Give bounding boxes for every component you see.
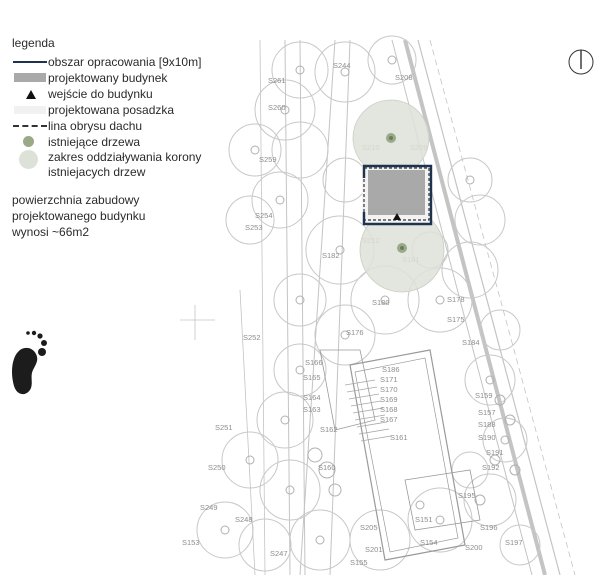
legend bbox=[12, 35, 262, 240]
area-note bbox=[12, 192, 262, 240]
black-triangle-icon bbox=[12, 86, 48, 102]
tree-label: S195 bbox=[458, 491, 476, 500]
tree-label: S192 bbox=[482, 463, 500, 472]
tree-label: S166 bbox=[305, 358, 323, 367]
tree-label: S155 bbox=[350, 558, 368, 567]
tree-label: S171 bbox=[380, 375, 398, 384]
legend-label: projektowana posadzka bbox=[48, 103, 175, 117]
tree-label: S184 bbox=[462, 338, 480, 347]
area-note-line: powierzchnia zabudowy bbox=[12, 193, 140, 207]
tree-label: S249 bbox=[200, 503, 218, 512]
pale-circle-icon bbox=[12, 150, 48, 170]
tree-label: S196 bbox=[480, 523, 498, 532]
tree-label: S180 bbox=[372, 298, 390, 307]
light-rect-icon bbox=[12, 102, 48, 118]
existing-structures bbox=[320, 350, 480, 560]
tree-label: S254 bbox=[255, 211, 273, 220]
tree-label: S170 bbox=[380, 385, 398, 394]
tree-label: S168 bbox=[380, 405, 398, 414]
legend-item-entrance bbox=[12, 86, 262, 102]
tree-label: S251 bbox=[215, 423, 233, 432]
tree-label: S252 bbox=[243, 333, 261, 342]
legend-label: zakres oddziaływania korony istniejacych drzew bbox=[48, 150, 202, 179]
legend-label: lina obrysu dachu bbox=[48, 119, 143, 133]
tree-label: S163 bbox=[303, 405, 321, 414]
tree-label: S182 bbox=[322, 251, 340, 260]
tree-label: S161 bbox=[390, 433, 408, 442]
gray-rect-icon bbox=[12, 70, 48, 86]
legend-label: istniejące drzewa bbox=[48, 135, 141, 149]
legend-title: legenda bbox=[12, 36, 55, 50]
tree-label: S153 bbox=[182, 538, 200, 547]
tree-label: S259 bbox=[259, 155, 277, 164]
tree-label: S260 bbox=[268, 103, 286, 112]
projected-building bbox=[368, 170, 425, 215]
tree-label: S208 bbox=[395, 73, 413, 82]
tree-label: S160 bbox=[318, 463, 336, 472]
legend-item-study-area bbox=[12, 54, 262, 70]
tree-label: S261 bbox=[268, 76, 286, 85]
tree-label: S250 bbox=[208, 463, 226, 472]
green-dot-icon bbox=[12, 134, 48, 150]
footprint-icon bbox=[6, 330, 52, 400]
tree-label: S165 bbox=[303, 373, 321, 382]
tree-label: S176 bbox=[346, 328, 364, 337]
tree-label: S151 bbox=[415, 515, 433, 524]
tree-label: S164 bbox=[303, 393, 321, 402]
legend-item-roof-outline bbox=[12, 118, 262, 134]
area-note-line: wynosi ~66m2 bbox=[12, 225, 90, 239]
tree-label: S253 bbox=[245, 223, 263, 232]
legend-item-crowns bbox=[12, 150, 262, 182]
tree-label: S188 bbox=[478, 420, 496, 429]
tree-label: S159 bbox=[475, 391, 493, 400]
tree-label: S247 bbox=[270, 549, 288, 558]
tree-label: S200 bbox=[465, 543, 483, 552]
legend-item-trees bbox=[12, 134, 262, 150]
tree-label: S205 bbox=[360, 523, 378, 532]
legend-item-floor bbox=[12, 102, 262, 118]
north-arrow-icon bbox=[569, 50, 593, 74]
legend-label: projektowany budynek bbox=[48, 71, 168, 85]
tree-label: S190 bbox=[478, 433, 496, 442]
legend-item-building bbox=[12, 70, 262, 86]
tree-label: S154 bbox=[420, 538, 438, 547]
dashed-line-icon bbox=[12, 118, 48, 134]
tree-label: S197 bbox=[505, 538, 523, 547]
tree-label: S191 bbox=[486, 448, 504, 457]
legend-label: wejście do budynku bbox=[48, 87, 153, 101]
tree-label: S178 bbox=[447, 295, 465, 304]
tree-label: S162 bbox=[320, 425, 338, 434]
tree-label: S167 bbox=[380, 415, 398, 424]
tree-label: S157 bbox=[478, 408, 496, 417]
tree-label: S169 bbox=[380, 395, 398, 404]
tree-label: S175 bbox=[447, 315, 465, 324]
tree-label: S244 bbox=[333, 61, 351, 70]
legend-label: obszar opracowania [9x10m] bbox=[48, 55, 202, 69]
tree-label: S201 bbox=[365, 545, 383, 554]
area-note-line: projektowanego budynku bbox=[12, 209, 146, 223]
tree-label: S248 bbox=[235, 515, 253, 524]
navy-line-icon bbox=[12, 54, 48, 70]
tree-label: S186 bbox=[382, 365, 400, 374]
